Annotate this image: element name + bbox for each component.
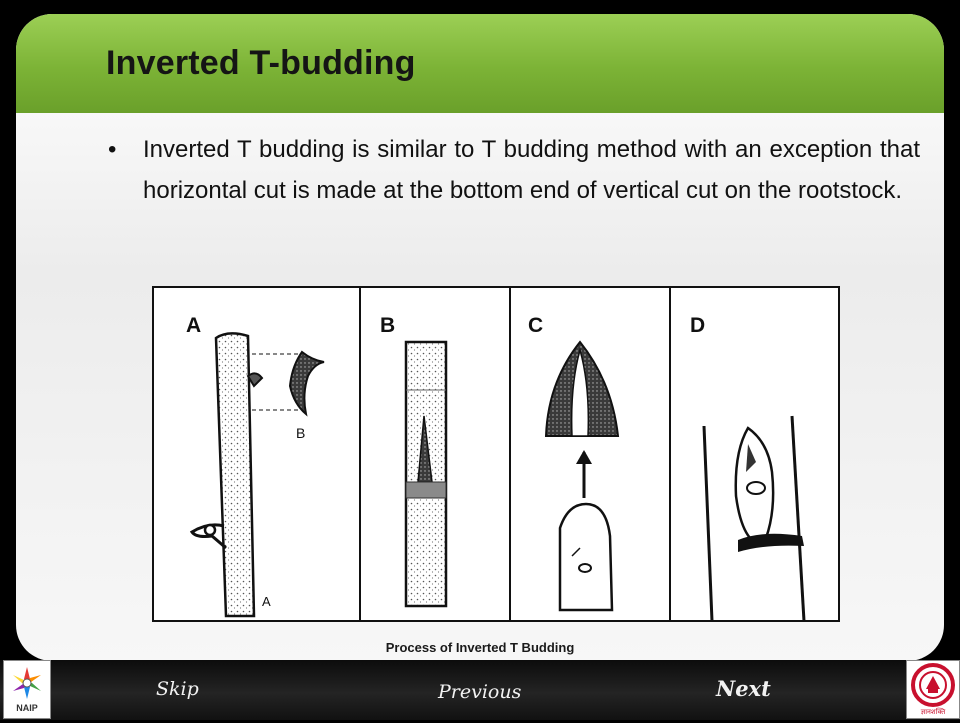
previous-button[interactable]: Previous bbox=[438, 681, 522, 703]
figure-frame bbox=[153, 287, 839, 621]
stem-label: A bbox=[262, 594, 271, 609]
panel-label-a: A bbox=[186, 314, 202, 337]
figure-caption: Process of Inverted T Budding bbox=[385, 640, 575, 655]
next-button[interactable]: Next bbox=[716, 676, 771, 701]
skip-button[interactable]: Skip bbox=[156, 678, 199, 700]
university-emblem-icon bbox=[906, 660, 960, 719]
naip-logo-text: NAIP bbox=[16, 703, 38, 713]
panel-label-b: B bbox=[380, 314, 396, 337]
budding-figure bbox=[152, 286, 840, 622]
bud-label: B bbox=[296, 425, 306, 441]
title-bar bbox=[16, 14, 944, 113]
bullet-text: Inverted T budding is similar to T budding method with an exception that horizontal cut is made at the bottom end of vertical cut on the rootstock. bbox=[143, 136, 920, 204]
emblem-text: ज्ञानशक्ति bbox=[920, 708, 946, 716]
slide-panel bbox=[16, 14, 944, 661]
panel-label-c: C bbox=[528, 314, 544, 337]
slide-title: Inverted T-budding bbox=[106, 44, 416, 82]
panel-b-cut-drawing bbox=[406, 342, 446, 606]
naip-logo-icon bbox=[3, 660, 51, 719]
footer-nav-bar bbox=[0, 660, 960, 720]
budding-diagram bbox=[152, 286, 840, 622]
panel-label-d: D bbox=[690, 314, 706, 337]
bullet-icon: • bbox=[108, 136, 117, 163]
bullet-list bbox=[108, 129, 920, 211]
